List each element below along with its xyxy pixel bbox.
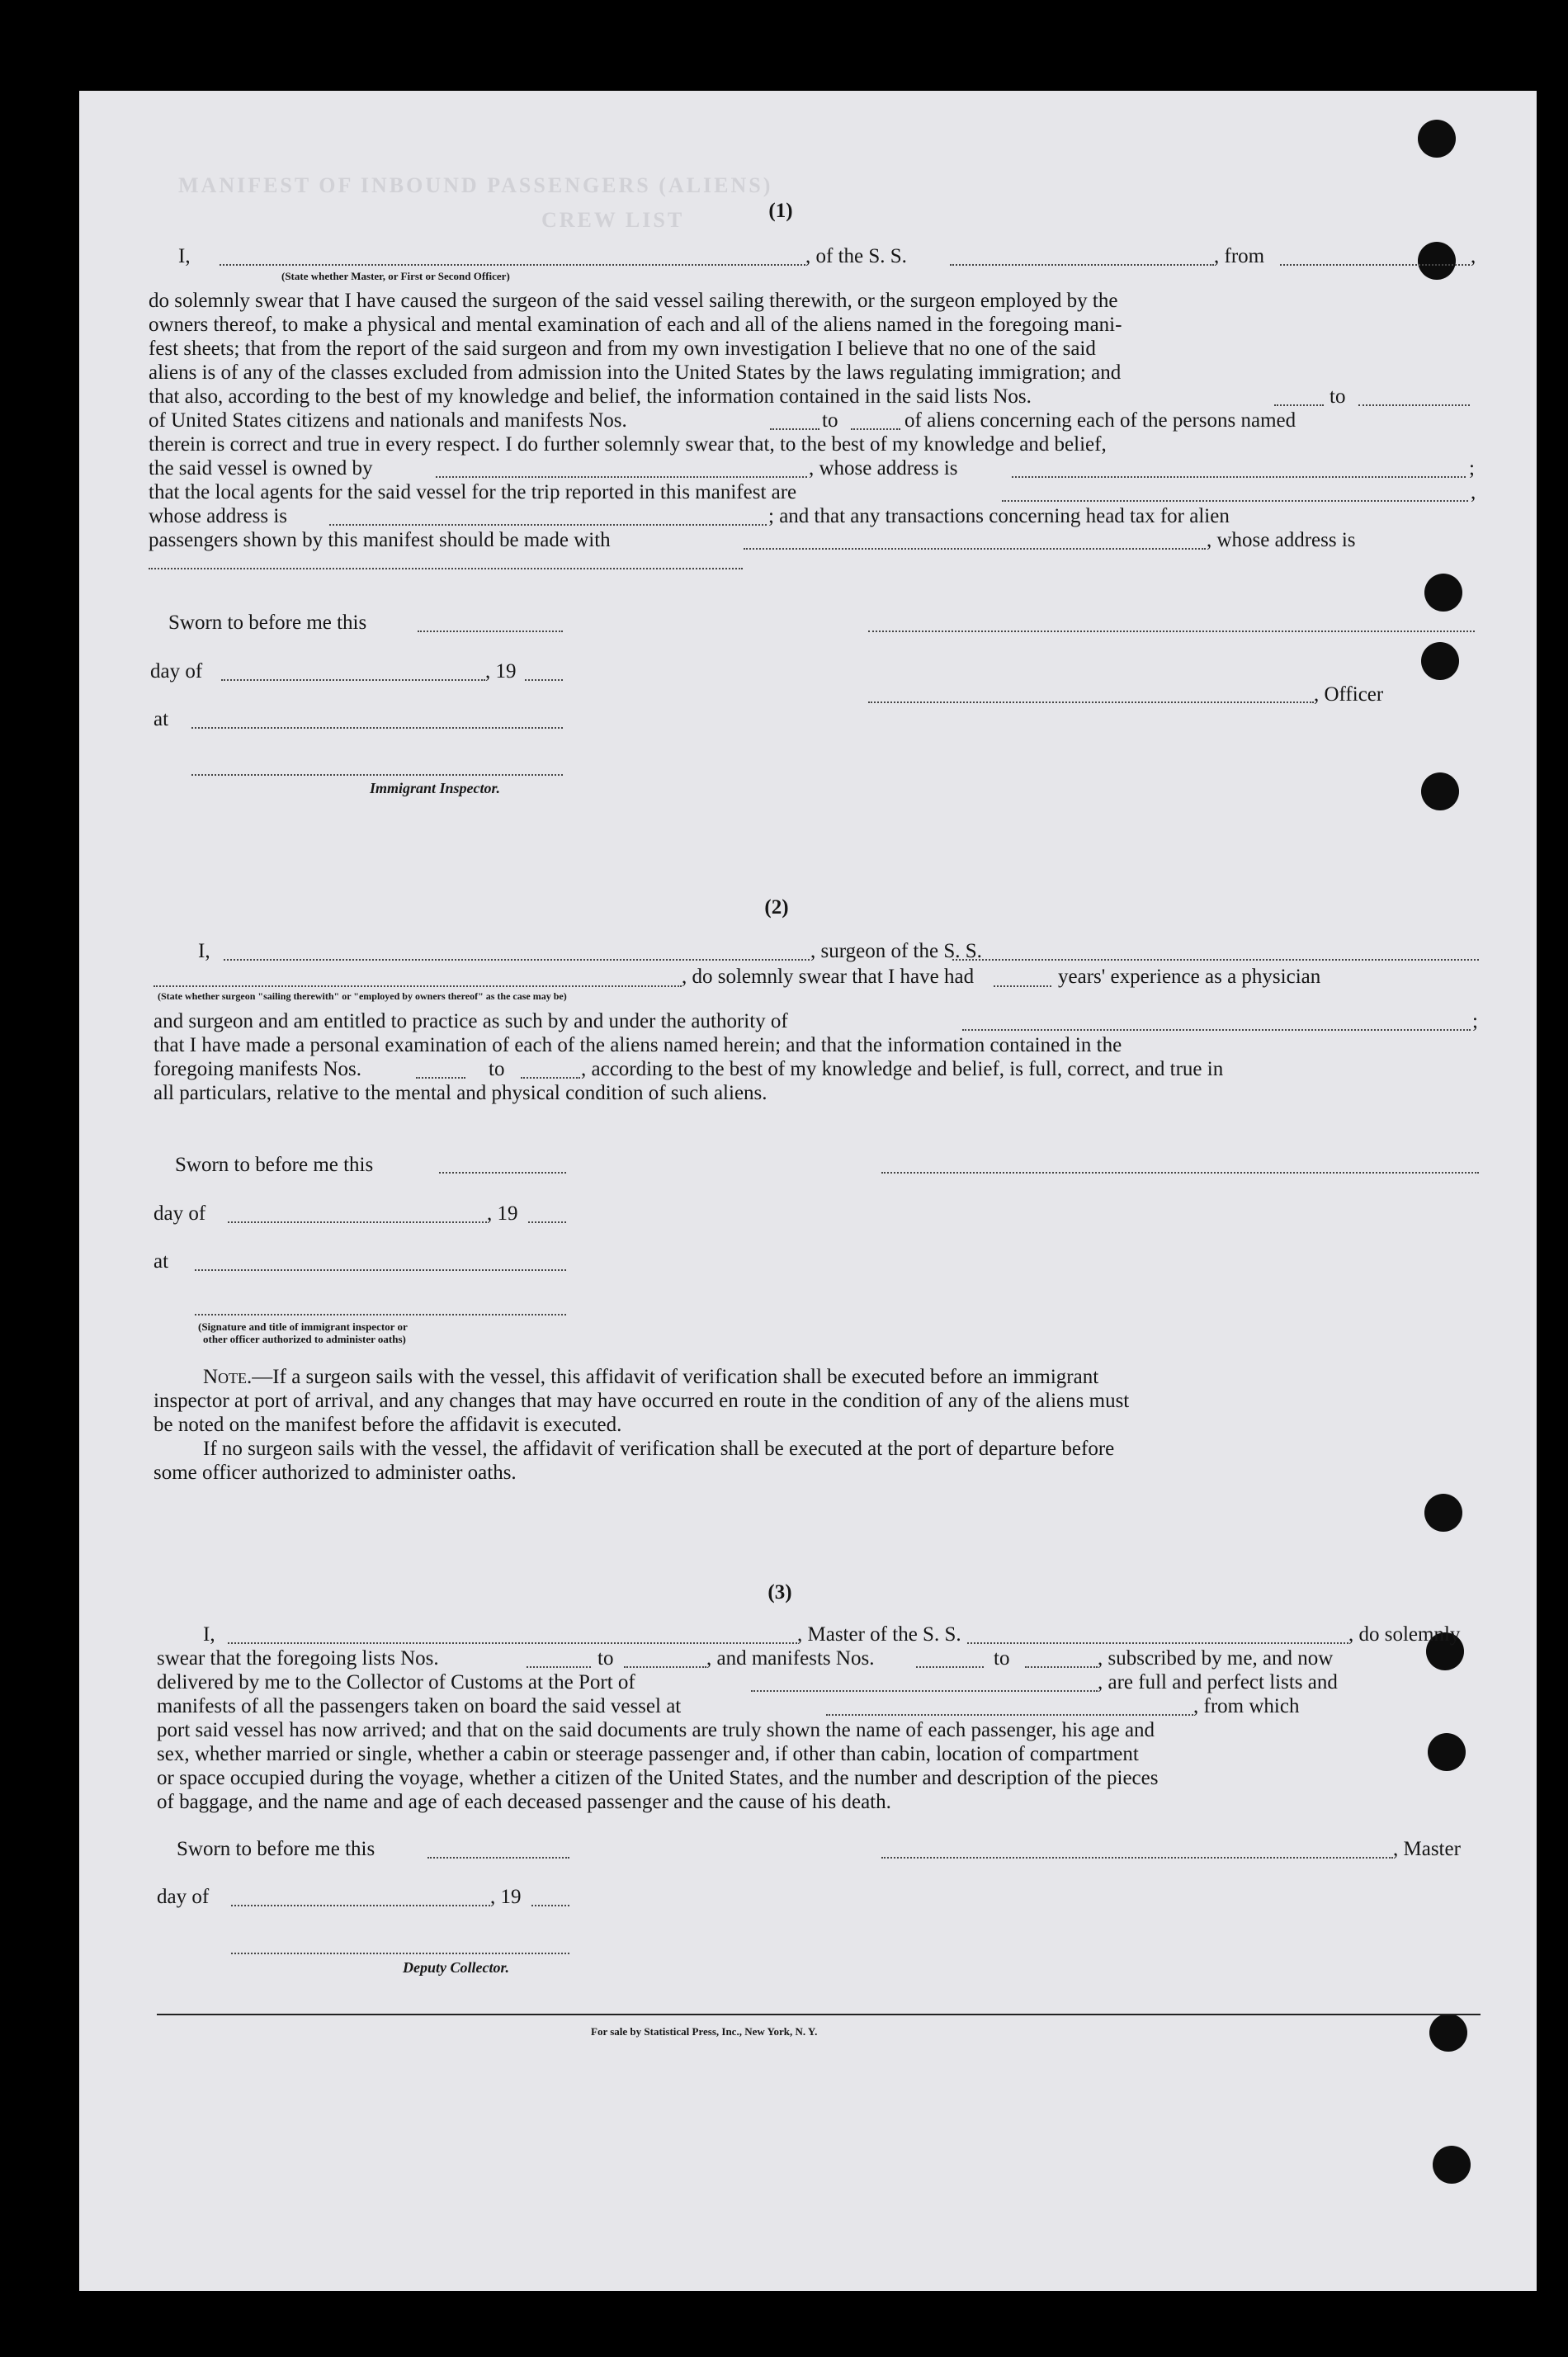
label: I,: [203, 1623, 215, 1646]
bleed-through-text: CREW LIST: [541, 208, 685, 232]
paragraph-text: of United States citizens and nationals and manifests Nos.: [149, 409, 627, 432]
paragraph-text: all particulars, relative to the mental and physical condition of such aliens.: [153, 1082, 767, 1104]
text-line: [157, 1670, 635, 1694]
fill-in-line: [228, 1642, 797, 1644]
document-page: [79, 91, 1537, 2291]
fill-in-line: [418, 631, 563, 632]
fill-in-line: [851, 428, 900, 430]
label: to: [994, 1647, 1010, 1670]
text-line: [157, 1885, 209, 1909]
label: day of: [153, 1202, 206, 1225]
signature-line: [195, 1314, 566, 1315]
label: ;: [1469, 457, 1475, 479]
signature-line: [881, 1172, 1479, 1174]
paragraph-text: , subscribed by me, and now: [1098, 1647, 1334, 1670]
text-line: [149, 313, 1477, 337]
instruction-note: (State whether Master, or First or Second Officer): [281, 270, 510, 282]
text-line: [149, 528, 611, 552]
text-line: [994, 1646, 1009, 1670]
text-line: [1314, 683, 1383, 706]
text-line: [822, 409, 838, 432]
text-line: [178, 244, 191, 268]
fill-in-line: [1274, 404, 1324, 406]
fill-in-line: [1012, 476, 1466, 478]
label: to: [822, 409, 838, 432]
label: , Officer: [1314, 683, 1384, 706]
label: to: [489, 1058, 505, 1080]
text-line: [706, 1646, 874, 1670]
text-line: [1058, 965, 1320, 989]
fill-in-line: [624, 1666, 706, 1668]
fill-in-line: [962, 1029, 1471, 1031]
text-line: [1469, 456, 1475, 480]
text-line: [797, 1623, 961, 1646]
text-line: [809, 456, 958, 480]
text-line: [157, 1646, 439, 1670]
paragraph-text: , whose address is: [1207, 529, 1356, 551]
text-line: [1348, 1623, 1460, 1646]
fill-in-line: [195, 1269, 566, 1271]
text-line: [1329, 385, 1345, 409]
signature-line: [881, 1857, 1393, 1859]
signature-caption: Deputy Collector.: [403, 1959, 509, 1976]
punch-hole: [1421, 642, 1459, 680]
fill-in-line: [153, 985, 682, 987]
paragraph-text: and surgeon and am entitled to practice as such by and under the authority of: [153, 1010, 788, 1032]
fill-in-line: [950, 264, 1214, 266]
text-line: [487, 1202, 518, 1226]
text-line: [157, 1742, 1482, 1766]
text-line: [153, 1249, 168, 1273]
label: at: [153, 708, 169, 730]
text-line: [153, 707, 168, 731]
text-line: [149, 289, 1477, 313]
printer-imprint: For sale by Statistical Press, Inc., New York, N. Y.: [591, 2025, 818, 2038]
text-line: [153, 1033, 1479, 1057]
text-line: [149, 456, 372, 480]
paragraph-text: ; and that any transactions concerning head tax for alien: [768, 505, 1230, 527]
label: , do solemnly: [1348, 1623, 1461, 1646]
text-line: [153, 1009, 788, 1033]
text-line: [149, 432, 1477, 456]
punch-hole: [1433, 2146, 1471, 2184]
text-line: [198, 939, 210, 963]
paragraph-text: the said vessel is owned by: [149, 457, 373, 479]
text-line: [149, 409, 627, 432]
label: , 19: [490, 1886, 522, 1908]
paragraph-text: , from which: [1193, 1695, 1300, 1717]
label: , Master: [1393, 1838, 1461, 1860]
text-line: [177, 1837, 375, 1861]
label: , do solemnly swear that I have had: [682, 966, 975, 988]
label: Sworn to before me this: [168, 612, 367, 634]
fill-in-line: [329, 524, 767, 526]
label: I,: [178, 245, 191, 267]
fill-in-line: [228, 1221, 487, 1223]
fill-in-line: [531, 1905, 569, 1906]
instruction-note: (State whether surgeon "sailing therewith" or "employed by owners thereof" as the case may be): [158, 990, 567, 1002]
text-line: [1471, 244, 1476, 268]
label: , Master of the S. S.: [797, 1623, 961, 1646]
signature-caption: other officer authorized to administer oaths): [203, 1333, 406, 1345]
text-line: [1214, 244, 1264, 268]
label: day of: [157, 1886, 210, 1908]
text-line: [1393, 1837, 1461, 1861]
punch-hole: [1418, 120, 1456, 158]
paragraph-text: , according to the best of my knowledge and belief, is full, correct, and true in: [581, 1058, 1224, 1080]
paragraph-text: that the local agents for the said vessel for the trip reported in this manifest are: [149, 481, 797, 503]
fill-in-line: [994, 985, 1051, 987]
punch-hole: [1418, 242, 1456, 280]
label: , of the S. S.: [805, 245, 907, 267]
paragraph-text: passengers shown by this manifest should be made with: [149, 529, 611, 551]
text-line: [1098, 1670, 1338, 1694]
text-line: [1472, 1009, 1478, 1033]
text-line: [153, 1081, 767, 1105]
paragraph-text: whose address is: [149, 505, 288, 527]
text-line: [203, 1437, 1114, 1461]
signature-caption: (Signature and title of immigrant inspector or: [198, 1320, 408, 1333]
text-line: [149, 337, 1477, 361]
fill-in-line: [525, 679, 563, 681]
text-line: [149, 385, 1032, 409]
label: ,: [1471, 245, 1476, 267]
label: Sworn to before me this: [177, 1838, 375, 1860]
label: Sworn to before me this: [175, 1154, 374, 1176]
text-line: [153, 1413, 621, 1437]
paragraph-text: sex, whether married or single, whether a cabin or steerage passenger and, if other than cabin, location of compartment: [157, 1743, 1139, 1765]
fill-in-line: [528, 1221, 566, 1223]
text-line: [157, 1766, 1482, 1790]
text-line: [153, 1202, 205, 1226]
text-line: [153, 1057, 361, 1081]
paragraph-text: port said vessel has now arrived; and that on the said documents are truly shown the name of each passenger, his age and: [157, 1719, 1155, 1741]
text-line: [490, 1885, 522, 1909]
paragraph-text: be noted on the manifest before the affidavit is executed.: [153, 1414, 622, 1436]
paragraph-text: aliens is of any of the classes excluded from admission into the United States by the laws regulating immigration; and: [149, 361, 1122, 384]
text-line: [1193, 1694, 1299, 1718]
fill-in-line: [224, 959, 810, 961]
label: , 19: [485, 660, 517, 683]
text-line: [1207, 528, 1356, 552]
signature-line: [868, 631, 1475, 632]
fill-in-line: [220, 264, 805, 266]
text-line: [203, 1623, 215, 1646]
fill-in-line: [1358, 404, 1470, 406]
fill-in-line: [967, 1642, 1348, 1644]
paragraph-text: do solemnly swear that I have caused the surgeon of the said vessel sailing therewith, or the surgeon employed by the: [149, 290, 1118, 312]
label: to: [597, 1647, 614, 1670]
text-line: [153, 1461, 517, 1485]
paragraph-text: inspector at port of arrival, and any changes that may have occurred en route in the condition of any of the aliens must: [153, 1390, 1130, 1412]
text-line: [168, 611, 366, 635]
fill-in-line: [744, 548, 1206, 550]
paragraph-text: , are full and perfect lists and: [1098, 1671, 1338, 1693]
fill-in-line: [1002, 500, 1468, 502]
text-line: [597, 1646, 613, 1670]
text-line: [157, 1790, 891, 1814]
paragraph-text: of baggage, and the name and age of each deceased passenger and the cause of his death.: [157, 1791, 891, 1813]
text-line: [149, 504, 287, 528]
section-heading: (2): [764, 896, 789, 919]
paragraph-text: owners thereof, to make a physical and mental examination of each and all of the aliens named in the foregoing mani-: [149, 314, 1122, 336]
text-line: [153, 1389, 1479, 1413]
fill-in-line: [191, 727, 563, 729]
text-line: [1471, 480, 1476, 504]
paragraph-text: therein is correct and true in every respect. I do further solemnly swear that, to the best of my knowledge and belief,: [149, 433, 1107, 456]
paragraph-text: , whose address is: [809, 457, 958, 479]
paragraph-text: If no surgeon sails with the vessel, the affidavit of verification shall be executed at the port of departure before: [203, 1438, 1115, 1460]
text-line: [157, 1718, 1482, 1742]
text-line: [485, 659, 517, 683]
paragraph-text: some officer authorized to administer oaths.: [153, 1462, 517, 1484]
fill-in-line: [1280, 264, 1470, 266]
label: years' experience as a physician: [1058, 966, 1321, 988]
text-line: [581, 1057, 1223, 1081]
signature-caption: Immigrant Inspector.: [370, 780, 501, 796]
paragraph-text: , and manifests Nos.: [706, 1647, 875, 1670]
label: ;: [1472, 1010, 1478, 1032]
fill-in-line: [221, 679, 485, 681]
label: , from: [1214, 245, 1265, 267]
signature-line: [191, 774, 563, 776]
text-line: [768, 504, 1230, 528]
fill-in-line: [427, 1857, 569, 1859]
paragraph-text: that I have made a personal examination of each of the aliens named herein; and that the information contained in the: [153, 1034, 1122, 1056]
label: , 19: [487, 1202, 518, 1225]
label: I,: [198, 940, 210, 962]
text-line: [1098, 1646, 1333, 1670]
fill-in-line: [231, 1905, 490, 1906]
fill-in-line: [1025, 1666, 1098, 1668]
label: ,: [1471, 481, 1476, 503]
paragraph-text: swear that the foregoing lists Nos.: [157, 1647, 439, 1670]
punch-hole: [1424, 574, 1462, 612]
paragraph-text: fest sheets; that from the report of the said surgeon and from my own investigation I believe that no one of the said: [149, 338, 1096, 360]
punch-hole: [1424, 1494, 1462, 1532]
label: at: [153, 1250, 169, 1273]
paragraph-text: delivered by me to the Collector of Customs at the Port of: [157, 1671, 635, 1693]
footer-rule: [157, 2014, 1481, 2015]
text-line: [682, 965, 974, 989]
fill-in-line: [416, 1077, 465, 1079]
fill-in-line: [436, 476, 807, 478]
fill-in-line: [826, 1714, 1193, 1716]
label: to: [1329, 385, 1346, 408]
label: day of: [150, 660, 203, 683]
text-line: [157, 1694, 681, 1718]
fill-in-line: [527, 1666, 591, 1668]
bleed-through-text: MANIFEST OF INBOUND PASSENGERS (ALIENS): [178, 173, 773, 197]
section-heading: (3): [767, 1581, 792, 1604]
fill-in-line: [770, 428, 819, 430]
paragraph-text: foregoing manifests Nos.: [153, 1058, 362, 1080]
fill-in-line: [916, 1666, 984, 1668]
paragraph-text: or space occupied during the voyage, whether a citizen of the United States, and the number and description of the pieces: [157, 1767, 1159, 1789]
text-line: [150, 659, 202, 683]
fill-in-line: [521, 1077, 580, 1079]
label: , surgeon of the S. S.: [810, 940, 982, 962]
fill-in-line: [439, 1172, 566, 1174]
text-line: [149, 480, 796, 504]
note-label: Note.: [203, 1366, 253, 1388]
text-line: [149, 361, 1477, 385]
signature-line: [231, 1953, 569, 1954]
text-line: [805, 244, 907, 268]
text-line: [904, 409, 1296, 432]
fill-in-line: [751, 1690, 1098, 1692]
paragraph-text: of aliens concerning each of the persons named: [904, 409, 1296, 432]
punch-hole: [1421, 772, 1459, 810]
fill-in-line: [952, 959, 1479, 961]
punch-hole: [1429, 2014, 1467, 2052]
text-line: [175, 1153, 373, 1177]
signature-line: [868, 701, 1314, 703]
paragraph-text: manifests of all the passengers taken on board the said vessel at: [157, 1695, 682, 1717]
paragraph-text: —If a surgeon sails with the vessel, this affidavit of verification shall be executed before an immigrant: [252, 1366, 1099, 1388]
text-line: [489, 1057, 504, 1081]
fill-in-line: [149, 568, 743, 569]
paragraph-text: that also, according to the best of my knowledge and belief, the information contained in the said lists Nos.: [149, 385, 1032, 408]
text-line: [203, 1365, 1098, 1389]
section-heading: (1): [768, 200, 793, 222]
